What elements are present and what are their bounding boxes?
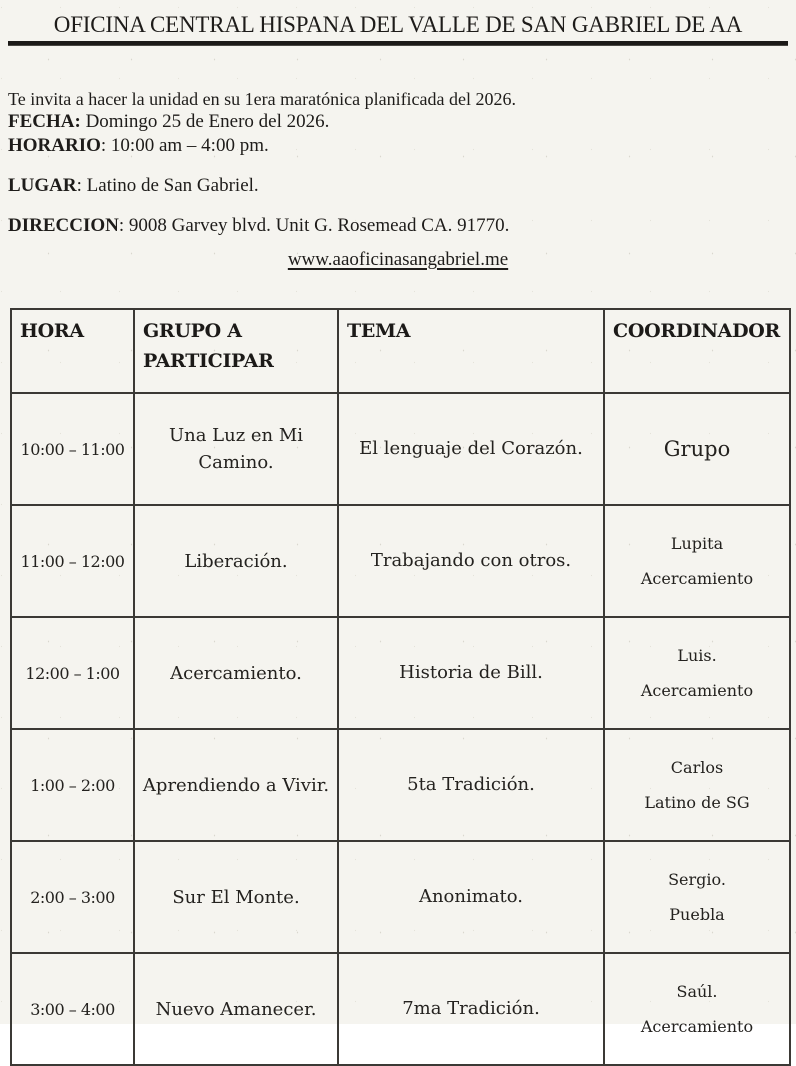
field-direccion <box>8 214 788 238</box>
table-row <box>11 393 790 505</box>
cell-tema: Anonimato. <box>338 841 604 953</box>
coordinador-line-2: Latino de SG <box>644 792 750 812</box>
cell-coordinador <box>604 841 790 953</box>
cell-grupo: Nuevo Amanecer. <box>134 953 338 1065</box>
cell-hora: 10:00 – 11:00 <box>11 393 134 505</box>
col-header-coordinador: COORDINADOR <box>604 309 790 393</box>
field-horario-label: HORARIO <box>8 135 101 156</box>
schedule-body <box>11 393 790 1065</box>
field-horario-value: : 10:00 am – 4:00 pm. <box>100 135 269 156</box>
cell-tema: El lenguaje del Corazón. <box>338 393 604 505</box>
cell-coordinador <box>604 729 790 841</box>
coordinador-line-1: Saúl. <box>676 981 718 1001</box>
cell-coordinador <box>604 393 790 505</box>
cell-hora: 3:00 – 4:00 <box>11 953 134 1065</box>
cell-coordinador <box>604 505 790 617</box>
field-fecha-value: Domingo 25 de Enero del 2026. <box>80 111 330 132</box>
coordinador-line-2: Acercamiento <box>640 1016 754 1036</box>
table-row <box>11 617 790 729</box>
col-header-tema: TEMA <box>338 309 604 393</box>
cell-hora: 1:00 – 2:00 <box>11 729 134 841</box>
cell-coordinador <box>604 953 790 1065</box>
field-direccion-value: : 9008 Garvey blvd. Unit G. Rosemead CA. 91770. <box>118 215 510 236</box>
coordinador-line-1: Lupita <box>670 533 724 553</box>
field-direccion-label: DIRECCION <box>8 215 119 236</box>
cell-grupo: Aprendiendo a Vivir. <box>134 729 338 841</box>
cell-grupo: Acercamiento. <box>134 617 338 729</box>
schedule-header-row <box>11 309 790 393</box>
coordinador-line-1: Luis. <box>677 645 717 665</box>
page-title: OFICINA CENTRAL HISPANA DEL VALLE DE SAN GABRIEL DE AA <box>53 12 743 37</box>
schedule-table <box>10 308 791 1066</box>
website-link[interactable]: www.aaoficinasangabriel.me <box>287 249 509 270</box>
cell-tema: Trabajando con otros. <box>338 505 604 617</box>
field-fecha-label: FECHA: <box>8 111 81 132</box>
field-fecha <box>8 110 788 134</box>
coordinador-line-1: Carlos <box>670 757 724 777</box>
table-row <box>11 841 790 953</box>
title-rule <box>8 41 788 46</box>
table-row <box>11 729 790 841</box>
col-header-grupo: GRUPO A PARTICIPAR <box>134 309 338 393</box>
intro-line: Te invita a hacer la unidad en su 1era maratónica planificada del 2026. <box>8 89 517 109</box>
coordinador-line-1: Sergio. <box>668 869 726 889</box>
cell-hora: 2:00 – 3:00 <box>11 841 134 953</box>
field-lugar-label: LUGAR <box>8 175 77 196</box>
cell-hora: 11:00 – 12:00 <box>11 505 134 617</box>
website-line <box>8 248 788 272</box>
cell-grupo: Sur El Monte. <box>134 841 338 953</box>
cell-hora: 12:00 – 1:00 <box>11 617 134 729</box>
table-row <box>11 953 790 1065</box>
field-horario <box>8 134 788 158</box>
cell-tema: 5ta Tradición. <box>338 729 604 841</box>
cell-coordinador <box>604 617 790 729</box>
cell-tema: 7ma Tradición. <box>338 953 604 1065</box>
cell-grupo: Una Luz en Mi Camino. <box>134 393 338 505</box>
cell-grupo: Liberación. <box>134 505 338 617</box>
field-lugar-value: : Latino de San Gabriel. <box>76 175 259 196</box>
coordinador-line-2: Puebla <box>669 904 725 924</box>
coordinador-line-2: Acercamiento <box>640 680 754 700</box>
cell-tema: Historia de Bill. <box>338 617 604 729</box>
col-header-hora: HORA <box>11 309 134 393</box>
table-row <box>11 505 790 617</box>
coordinador-line-1: Grupo <box>663 437 731 461</box>
coordinador-line-2: Acercamiento <box>640 568 754 588</box>
field-lugar <box>8 174 788 198</box>
